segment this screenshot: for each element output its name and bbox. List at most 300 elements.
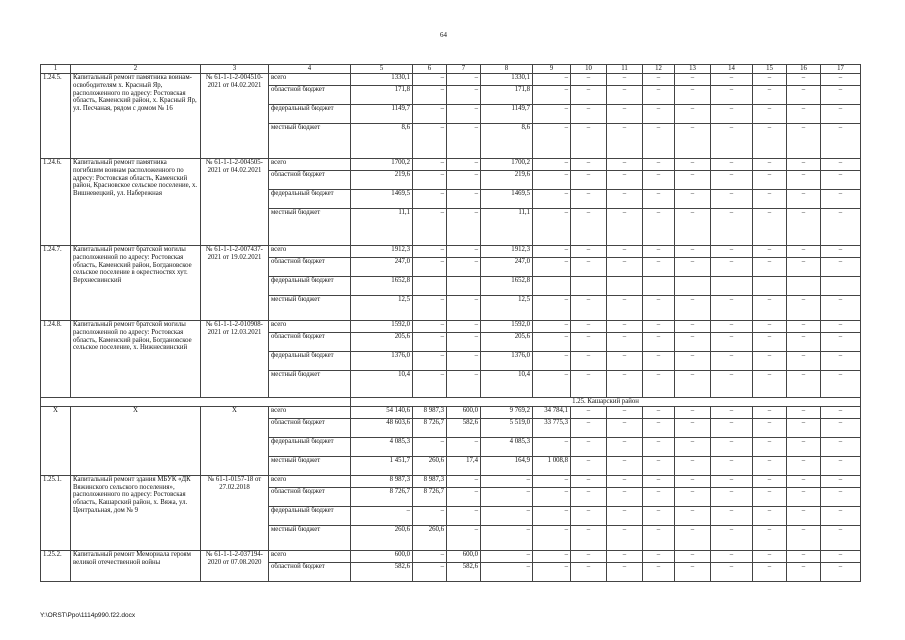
value-cell: – (753, 371, 787, 398)
value-cell: – (787, 487, 821, 506)
value-cell: – (571, 475, 607, 487)
value-cell: – (571, 86, 607, 105)
value-cell: – (711, 562, 753, 581)
value-cell: – (753, 171, 787, 190)
value-cell: – (675, 105, 711, 124)
value-cell: – (753, 86, 787, 105)
funding-source: федеральный бюджет (269, 105, 351, 124)
value-cell: 582,6 (447, 562, 481, 581)
value-cell: 1376,0 (481, 352, 533, 371)
value-cell: – (447, 333, 481, 352)
value-cell: – (643, 105, 675, 124)
value-cell: 8 987,3 (351, 475, 413, 487)
value-cell: 600,0 (351, 550, 413, 562)
item-document: № 61-1-1-2-010908-2021 от 12.03.2021 (201, 321, 269, 398)
value-cell: – (711, 258, 753, 277)
value-cell: – (447, 74, 481, 86)
value-cell: 5 519,0 (481, 418, 533, 437)
value-cell: – (447, 190, 481, 209)
value-cell: – (675, 487, 711, 506)
table-row (41, 159, 861, 171)
value-cell: – (413, 371, 447, 398)
item-name: Капитальный ремонт памятника погибшим воинам расположенного по адресу: Ростовская область, Каменский район, Красновское сельское поселение, х. Вишневецкий, ул. Набережная (71, 159, 201, 246)
value-cell: 1469,5 (351, 190, 413, 209)
value-cell: 260,6 (413, 456, 447, 475)
value-cell: – (571, 321, 607, 333)
value-cell: – (481, 525, 533, 550)
value-cell: – (447, 506, 481, 525)
value-cell: 247,0 (481, 258, 533, 277)
value-cell: – (447, 159, 481, 171)
value-cell: – (481, 475, 533, 487)
value-cell: – (447, 258, 481, 277)
value-cell: – (821, 475, 861, 487)
value-cell: – (643, 333, 675, 352)
value-cell: – (787, 190, 821, 209)
funding-source: областной бюджет (269, 418, 351, 437)
column-number-header: 1 (41, 65, 71, 74)
value-cell (607, 277, 643, 296)
value-cell: – (821, 258, 861, 277)
funding-source: областной бюджет (269, 333, 351, 352)
value-cell: 600,0 (447, 550, 481, 562)
value-cell: – (753, 190, 787, 209)
value-cell: 11,1 (481, 209, 533, 246)
value-cell: – (821, 333, 861, 352)
item-document: № 61-1-1-2-004505-2021 от 04.02.2021 (201, 159, 269, 246)
value-cell: 8,6 (351, 124, 413, 159)
value-cell: 1330,1 (481, 74, 533, 86)
value-cell: – (533, 525, 571, 550)
value-cell: – (447, 86, 481, 105)
value-cell: – (413, 506, 447, 525)
value-cell: – (821, 525, 861, 550)
item-name: Капитальный ремонт здания МБУК «ДК Вяжинского сельского поселения», расположенного по адресу: Ростовская область, Кашарский район, х. Вяжа, ул. Центральная, дом № 9 (71, 475, 201, 550)
value-cell: 600,0 (447, 406, 481, 418)
table-row (41, 475, 861, 487)
value-cell: – (571, 296, 607, 321)
value-cell: 582,6 (447, 418, 481, 437)
value-cell: – (607, 333, 643, 352)
table-row (41, 246, 861, 258)
item-number: X (41, 406, 71, 475)
value-cell: – (413, 258, 447, 277)
value-cell: – (643, 246, 675, 258)
value-cell: – (643, 190, 675, 209)
value-cell: – (643, 371, 675, 398)
value-cell: – (711, 171, 753, 190)
value-cell: – (447, 475, 481, 487)
value-cell: – (643, 406, 675, 418)
value-cell: – (571, 456, 607, 475)
value-cell: – (711, 506, 753, 525)
value-cell: – (351, 506, 413, 525)
value-cell: 219,6 (481, 171, 533, 190)
value-cell: – (787, 105, 821, 124)
value-cell: – (787, 296, 821, 321)
value-cell: – (607, 321, 643, 333)
funding-source: всего (269, 475, 351, 487)
value-cell: – (643, 562, 675, 581)
funding-source: областной бюджет (269, 171, 351, 190)
table-row (41, 321, 861, 333)
value-cell: – (607, 171, 643, 190)
funding-source: местный бюджет (269, 456, 351, 475)
value-cell: – (821, 171, 861, 190)
value-cell: 582,6 (351, 562, 413, 581)
value-cell: 17,4 (447, 456, 481, 475)
value-cell: – (711, 418, 753, 437)
value-cell: 1652,8 (481, 277, 533, 296)
value-cell: – (787, 550, 821, 562)
value-cell: 1469,5 (481, 190, 533, 209)
column-number-header: 16 (787, 65, 821, 74)
value-cell: – (787, 246, 821, 258)
value-cell: – (607, 418, 643, 437)
value-cell: 8 987,3 (413, 406, 447, 418)
value-cell: – (753, 296, 787, 321)
funding-source: всего (269, 406, 351, 418)
value-cell: 8 726,7 (351, 487, 413, 506)
value-cell (675, 277, 711, 296)
value-cell: 1912,3 (351, 246, 413, 258)
column-number-header: 6 (413, 65, 447, 74)
value-cell: – (571, 105, 607, 124)
value-cell: – (447, 296, 481, 321)
value-cell: – (643, 124, 675, 159)
value-cell: – (571, 371, 607, 398)
value-cell: – (821, 562, 861, 581)
value-cell: – (675, 475, 711, 487)
value-cell: – (675, 209, 711, 246)
value-cell: – (643, 209, 675, 246)
funding-source: местный бюджет (269, 209, 351, 246)
value-cell: – (675, 258, 711, 277)
value-cell: – (571, 352, 607, 371)
section-spacer (41, 398, 351, 407)
value-cell: – (711, 246, 753, 258)
value-cell: – (447, 209, 481, 246)
value-cell: – (675, 506, 711, 525)
value-cell: – (533, 437, 571, 456)
value-cell: – (675, 74, 711, 86)
value-cell (533, 277, 571, 296)
value-cell: 164,9 (481, 456, 533, 475)
value-cell: 260,6 (351, 525, 413, 550)
item-number: 1.25.1. (41, 475, 71, 550)
value-cell: – (643, 487, 675, 506)
value-cell: – (643, 475, 675, 487)
value-cell: – (675, 418, 711, 437)
value-cell: 1700,2 (351, 159, 413, 171)
value-cell: – (643, 296, 675, 321)
item-number: 1.24.6. (41, 159, 71, 246)
value-cell: – (643, 321, 675, 333)
value-cell: – (571, 159, 607, 171)
value-cell: – (711, 352, 753, 371)
value-cell: – (607, 86, 643, 105)
column-number-header: 17 (821, 65, 861, 74)
value-cell: – (571, 550, 607, 562)
value-cell: – (821, 246, 861, 258)
value-cell: – (643, 86, 675, 105)
value-cell: – (787, 506, 821, 525)
value-cell: – (413, 321, 447, 333)
value-cell: – (447, 437, 481, 456)
funding-source: областной бюджет (269, 562, 351, 581)
funding-source: федеральный бюджет (269, 506, 351, 525)
value-cell: – (533, 475, 571, 487)
value-cell: – (571, 124, 607, 159)
value-cell: – (607, 296, 643, 321)
page-number: 64 (440, 31, 447, 39)
value-cell: – (787, 437, 821, 456)
value-cell: 1149,7 (481, 105, 533, 124)
funding-source: областной бюджет (269, 258, 351, 277)
value-cell (753, 277, 787, 296)
value-cell: – (675, 333, 711, 352)
value-cell: – (821, 487, 861, 506)
value-cell: – (711, 209, 753, 246)
value-cell: 1330,1 (351, 74, 413, 86)
value-cell: – (753, 562, 787, 581)
value-cell: – (753, 456, 787, 475)
value-cell: – (533, 296, 571, 321)
value-cell: – (711, 124, 753, 159)
item-name: Капитальный ремонт памятника воинам-освободителям х. Красный Яр, расположенного по адресу: Ростовская область, Каменский район, х. Красный Яр, ул. Песчаная, рядом с домом № 16 (71, 74, 201, 159)
table-row (41, 550, 861, 562)
value-cell: – (643, 74, 675, 86)
value-cell: – (787, 124, 821, 159)
value-cell (787, 277, 821, 296)
value-cell: – (711, 406, 753, 418)
header-row (41, 65, 861, 74)
value-cell: – (607, 246, 643, 258)
funding-source: всего (269, 550, 351, 562)
value-cell: – (821, 456, 861, 475)
value-cell: 8 726,7 (413, 487, 447, 506)
funding-source: местный бюджет (269, 124, 351, 159)
value-cell (447, 277, 481, 296)
value-cell: – (571, 525, 607, 550)
value-cell: – (533, 124, 571, 159)
value-cell: – (571, 209, 607, 246)
value-cell: – (821, 406, 861, 418)
value-cell: – (643, 456, 675, 475)
value-cell: 219,6 (351, 171, 413, 190)
value-cell: – (711, 487, 753, 506)
value-cell: – (711, 437, 753, 456)
value-cell: – (787, 418, 821, 437)
value-cell: – (571, 406, 607, 418)
value-cell: – (675, 550, 711, 562)
value-cell: – (787, 159, 821, 171)
funding-source: федеральный бюджет (269, 437, 351, 456)
value-cell: – (821, 321, 861, 333)
value-cell: – (607, 456, 643, 475)
value-cell: – (607, 209, 643, 246)
value-cell: – (571, 487, 607, 506)
value-cell: – (533, 246, 571, 258)
value-cell: – (413, 296, 447, 321)
value-cell: – (571, 246, 607, 258)
value-cell: – (753, 159, 787, 171)
value-cell: – (787, 86, 821, 105)
value-cell: – (643, 506, 675, 525)
value-cell: – (607, 124, 643, 159)
value-cell: – (821, 159, 861, 171)
value-cell: – (787, 352, 821, 371)
value-cell: 34 784,1 (533, 406, 571, 418)
value-cell: – (533, 487, 571, 506)
funding-source: областной бюджет (269, 487, 351, 506)
value-cell: – (787, 406, 821, 418)
value-cell: – (821, 124, 861, 159)
value-cell: – (413, 246, 447, 258)
value-cell: – (711, 371, 753, 398)
value-cell: – (753, 246, 787, 258)
value-cell: – (607, 74, 643, 86)
value-cell: 1149,7 (351, 105, 413, 124)
item-name: X (71, 406, 201, 475)
value-cell: – (711, 296, 753, 321)
value-cell (821, 277, 861, 296)
column-number-header: 10 (571, 65, 607, 74)
value-cell: – (413, 562, 447, 581)
value-cell: – (533, 321, 571, 333)
value-cell: – (571, 437, 607, 456)
value-cell: 8 726,7 (413, 418, 447, 437)
value-cell: – (821, 506, 861, 525)
value-cell: – (413, 86, 447, 105)
value-cell: – (675, 406, 711, 418)
value-cell: 8 987,3 (413, 475, 447, 487)
value-cell: 11,1 (351, 209, 413, 246)
value-cell: – (753, 258, 787, 277)
value-cell: 1 451,7 (351, 456, 413, 475)
item-document: № 61-1-1-2-007437-2021 от 19.02.2021 (201, 246, 269, 321)
table-body (41, 65, 861, 582)
value-cell: – (643, 352, 675, 371)
value-cell: – (447, 171, 481, 190)
value-cell: – (753, 352, 787, 371)
item-number: 1.24.8. (41, 321, 71, 398)
value-cell: 1592,0 (351, 321, 413, 333)
table-row (41, 406, 861, 418)
value-cell: – (787, 562, 821, 581)
funding-source: всего (269, 159, 351, 171)
column-number-header: 9 (533, 65, 571, 74)
column-number-header: 11 (607, 65, 643, 74)
value-cell: 4 085,3 (351, 437, 413, 456)
value-cell: – (821, 371, 861, 398)
value-cell: – (447, 246, 481, 258)
value-cell: – (643, 550, 675, 562)
value-cell: – (787, 456, 821, 475)
value-cell: – (447, 487, 481, 506)
funding-source: областной бюджет (269, 86, 351, 105)
item-document: № 61-1-0157-18 от 27.02.2018 (201, 475, 269, 550)
value-cell: – (711, 159, 753, 171)
value-cell: – (607, 506, 643, 525)
value-cell: – (571, 506, 607, 525)
value-cell: – (675, 456, 711, 475)
value-cell: – (753, 525, 787, 550)
value-cell: – (711, 86, 753, 105)
value-cell: – (413, 159, 447, 171)
item-document: № 61-1-1-2-004510-2021 от 04.02.2021 (201, 74, 269, 159)
value-cell: – (753, 506, 787, 525)
value-cell: – (753, 124, 787, 159)
value-cell: – (643, 437, 675, 456)
value-cell: – (607, 352, 643, 371)
value-cell: – (413, 209, 447, 246)
funding-source: федеральный бюджет (269, 277, 351, 296)
value-cell: – (787, 321, 821, 333)
value-cell: – (533, 74, 571, 86)
value-cell: – (643, 525, 675, 550)
value-cell: – (675, 562, 711, 581)
value-cell: 33 775,3 (533, 418, 571, 437)
value-cell: 1700,2 (481, 159, 533, 171)
item-number: 1.24.5. (41, 74, 71, 159)
funding-source: всего (269, 246, 351, 258)
value-cell: – (607, 258, 643, 277)
value-cell: – (447, 352, 481, 371)
funding-source: местный бюджет (269, 296, 351, 321)
value-cell: – (533, 105, 571, 124)
value-cell: – (571, 74, 607, 86)
value-cell: – (447, 321, 481, 333)
value-cell: 8,6 (481, 124, 533, 159)
value-cell: – (413, 190, 447, 209)
value-cell: 12,5 (351, 296, 413, 321)
value-cell: – (675, 525, 711, 550)
value-cell (413, 277, 447, 296)
value-cell: – (821, 296, 861, 321)
value-cell: – (481, 487, 533, 506)
value-cell: – (675, 296, 711, 321)
value-cell: – (533, 159, 571, 171)
value-cell: – (821, 86, 861, 105)
value-cell: – (711, 190, 753, 209)
value-cell: 171,8 (481, 86, 533, 105)
value-cell: – (607, 475, 643, 487)
value-cell: – (447, 105, 481, 124)
value-cell: – (753, 74, 787, 86)
value-cell: 1912,3 (481, 246, 533, 258)
value-cell: 205,6 (351, 333, 413, 352)
column-number-header: 14 (711, 65, 753, 74)
value-cell: – (821, 105, 861, 124)
value-cell: 4 085,3 (481, 437, 533, 456)
value-cell: – (413, 333, 447, 352)
value-cell: 260,6 (413, 525, 447, 550)
value-cell: – (821, 190, 861, 209)
item-document: X (201, 406, 269, 475)
value-cell: – (481, 562, 533, 581)
value-cell: – (533, 333, 571, 352)
value-cell: – (711, 456, 753, 475)
value-cell: – (787, 475, 821, 487)
value-cell: – (821, 209, 861, 246)
value-cell: – (571, 418, 607, 437)
value-cell: – (447, 525, 481, 550)
column-number-header: 3 (201, 65, 269, 74)
value-cell: – (753, 209, 787, 246)
value-cell: – (533, 258, 571, 277)
value-cell: – (753, 406, 787, 418)
